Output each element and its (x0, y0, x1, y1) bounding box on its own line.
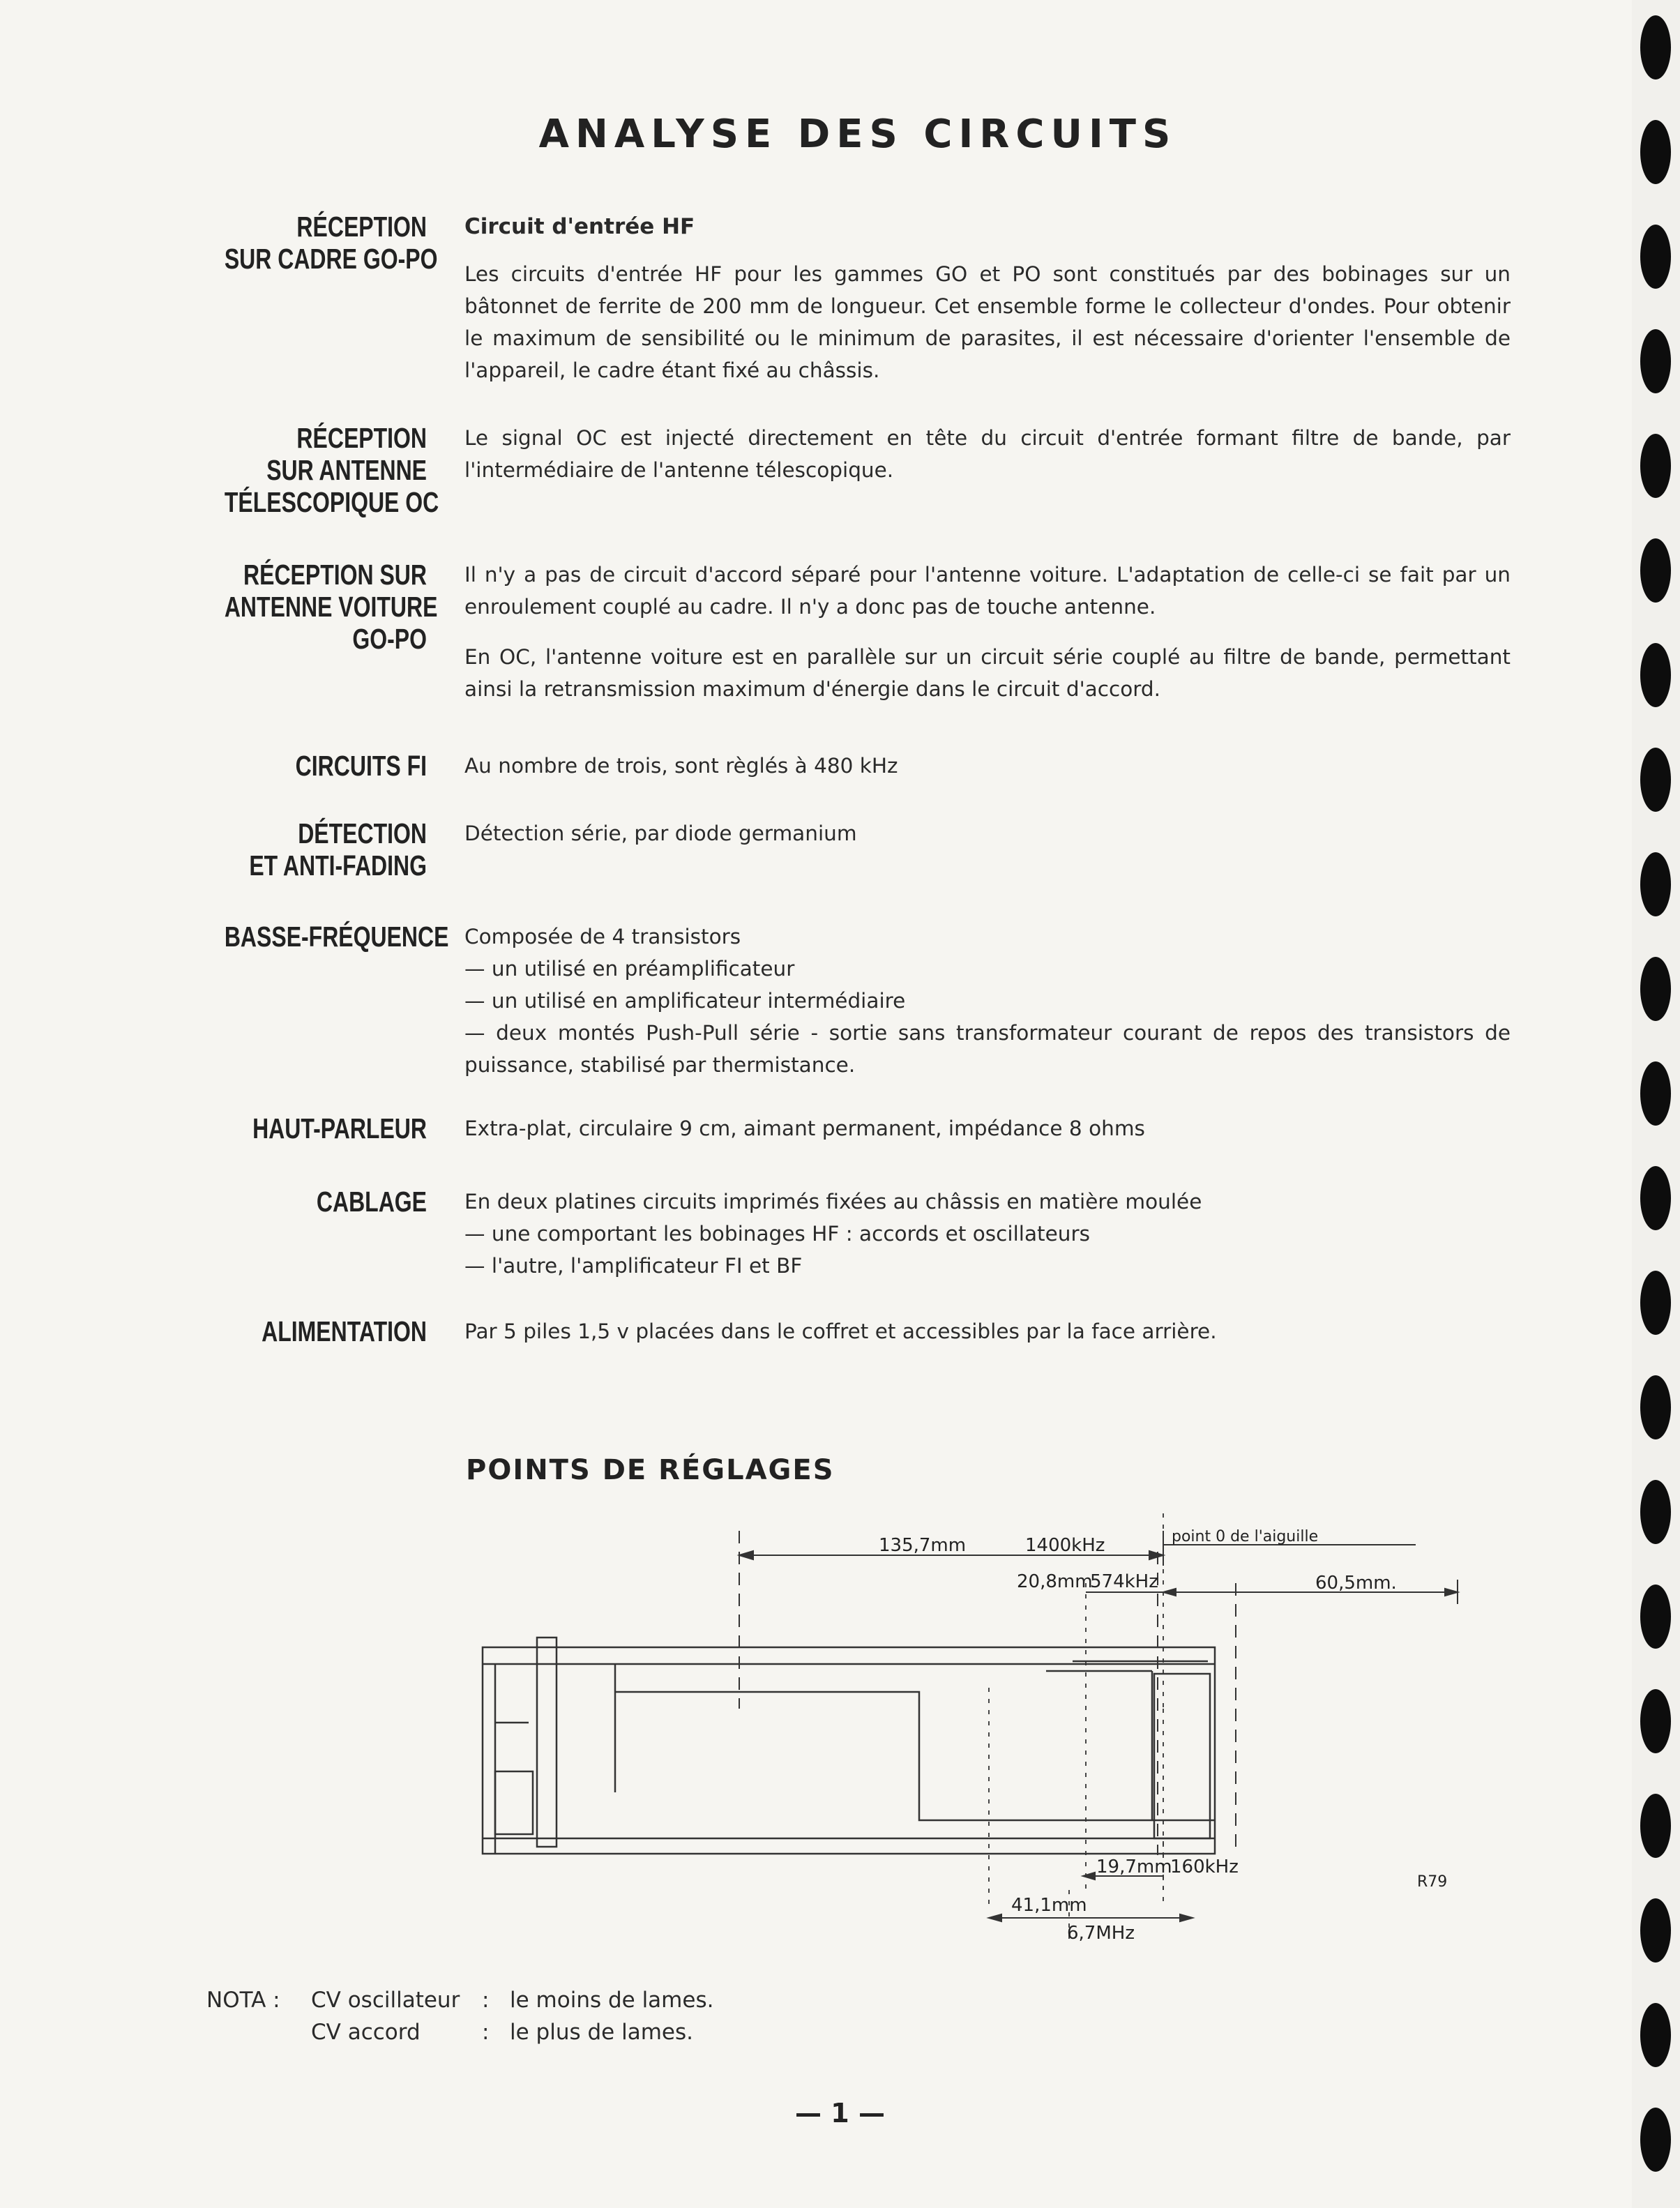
dim-label: 19,7mm (1096, 1857, 1172, 1877)
section-label: ALIMENTATION (262, 1315, 427, 1347)
section-body (464, 1186, 1511, 1282)
section-label: RÉCEPTION SUR ANTENNE VOITURE GO-PO (224, 559, 438, 655)
dim-label: 6,7MHz (1067, 1923, 1135, 1944)
section-body (464, 750, 1511, 782)
section-paragraph: Il n'y a pas de circuit d'accord séparé pour l'antenne voiture. L'adaptation de celle-ci se fait par un enroulement couplé au cadre. Il n'y a donc pas de touche antenne. (464, 563, 1511, 619)
nota-prefix: NOTA : (206, 1988, 280, 2013)
section-line: — un utilisé en amplificateur intermédiaire (464, 989, 906, 1013)
section-body (464, 817, 1511, 849)
dim-label: 135,7mm (879, 1535, 967, 1556)
nota-value: le plus de lames. (510, 2020, 693, 2045)
nota-name: CV oscillateur (311, 1988, 460, 2013)
section-paragraph: Les circuits d'entrée HF pour les gammes GO et PO sont constitués par des bobinages sur un bâtonnet de ferrite de 200 mm de longueur. Cet ensemble forme le collecteur d'ondes. Pour obtenir le maximum de sensibilité ou le minimum de parasites, il est nécessaire d'orienter l'ensemble de l'appareil, le cadre étant fixé au châssis. (464, 262, 1511, 382)
binding-hole (1640, 1794, 1671, 1858)
binding-hole (1640, 1271, 1671, 1335)
binding-hole (1640, 1689, 1671, 1753)
binding-hole (1640, 538, 1671, 603)
section-subtitle: Circuit d'entrée HF (464, 214, 695, 239)
section-paragraph: Extra-plat, circulaire 9 cm, aimant permanent, impédance 8 ohms (464, 1117, 1145, 1140)
section-body (464, 211, 1511, 386)
dim-label: 160kHz (1170, 1857, 1239, 1877)
binding-hole (1640, 2108, 1671, 2172)
points-title: POINTS DE RÉGLAGES (466, 1454, 835, 1486)
dim-label: 1400kHz (1025, 1535, 1105, 1556)
section-paragraph: En OC, l'antenne voiture est en parallèle sur un circuit série couplé au filtre de bande, permettant ainsi la retransmission maximum d'énergie dans le circuit d'accord. (464, 645, 1511, 701)
binding-hole (1640, 1166, 1671, 1230)
section-body (464, 1315, 1511, 1347)
section-line: En deux platines circuits imprimés fixées au châssis en matière moulée (464, 1190, 1202, 1213)
dim-label: 60,5mm. (1315, 1573, 1397, 1594)
binding-hole (1640, 1480, 1671, 1544)
binding-hole (1640, 748, 1671, 812)
left-block (537, 1638, 557, 1847)
section-body (464, 1112, 1511, 1144)
page-number: — 1 — (795, 2098, 885, 2128)
binding-hole (1640, 643, 1671, 707)
adjustment-diagram (453, 1499, 1499, 1960)
dim-label: 574kHz (1090, 1571, 1158, 1592)
binding-hole (1640, 2003, 1671, 2067)
binding-hole (1640, 120, 1671, 184)
binding-hole (1640, 434, 1671, 498)
section-line: — deux montés Push-Pull série - sortie sans transformateur courant de repos des transistors de puissance, stabilisé par thermistance. (464, 1021, 1511, 1077)
binding-hole (1640, 1375, 1671, 1439)
nota-sep: : (482, 2020, 490, 2045)
binding-hole (1640, 1898, 1671, 1963)
binding-hole (1640, 329, 1671, 393)
section-paragraph: Le signal OC est injecté directement en tête du circuit d'entrée formant filtre de bande, par l'intermédiaire de l'antenne télescopique. (464, 426, 1511, 482)
dial-path (615, 1692, 1215, 1820)
section-label: HAUT-PARLEUR (252, 1112, 427, 1144)
nota-sep: : (482, 1988, 490, 2013)
section-body (464, 559, 1511, 705)
dim-label: 20,8mm (1017, 1571, 1093, 1592)
binding-hole (1640, 1585, 1671, 1649)
binding-hole (1640, 1061, 1671, 1126)
page-title: ANALYSE DES CIRCUITS (538, 112, 1177, 157)
binding-hole (1640, 225, 1671, 289)
binding-hole (1640, 15, 1671, 80)
nota-block (206, 1984, 713, 2048)
section-label: RÉCEPTION SUR ANTENNE TÉLESCOPIQUE OC (224, 422, 439, 518)
section-line: — l'autre, l'amplificateur FI et BF (464, 1254, 803, 1278)
nota-value: le moins de lames. (510, 1988, 714, 2013)
binding-hole (1640, 957, 1671, 1021)
section-label: DÉTECTION ET ANTI-FADING (249, 817, 427, 882)
binding-hole (1640, 852, 1671, 916)
dim-label: 41,1mm (1011, 1895, 1087, 1916)
section-paragraph: Au nombre de trois, sont règlés à 480 kHz (464, 754, 898, 778)
section-body (464, 422, 1511, 486)
section-label: RÉCEPTION SUR CADRE GO-PO (224, 211, 438, 275)
section-line: — une comportant les bobinages HF : accords et oscillateurs (464, 1222, 1090, 1246)
section-paragraph: Détection série, par diode germanium (464, 822, 857, 845)
section-label: BASSE-FRÉQUENCE (224, 921, 449, 953)
nota-name: CV accord (311, 2020, 421, 2045)
section-body (464, 921, 1511, 1081)
section-paragraph: Par 5 piles 1,5 v placées dans le coffret et accessibles par la face arrière. (464, 1319, 1217, 1343)
chassis-outline (483, 1647, 1215, 1854)
section-line: Composée de 4 transistors (464, 925, 741, 948)
section-line: — un utilisé en préamplificateur (464, 957, 795, 981)
dim-label: point 0 de l'aiguille (1172, 1528, 1319, 1545)
section-label: CABLAGE (316, 1186, 427, 1218)
diagram-ref: R79 (1417, 1873, 1448, 1891)
section-label: CIRCUITS FI (295, 750, 427, 782)
